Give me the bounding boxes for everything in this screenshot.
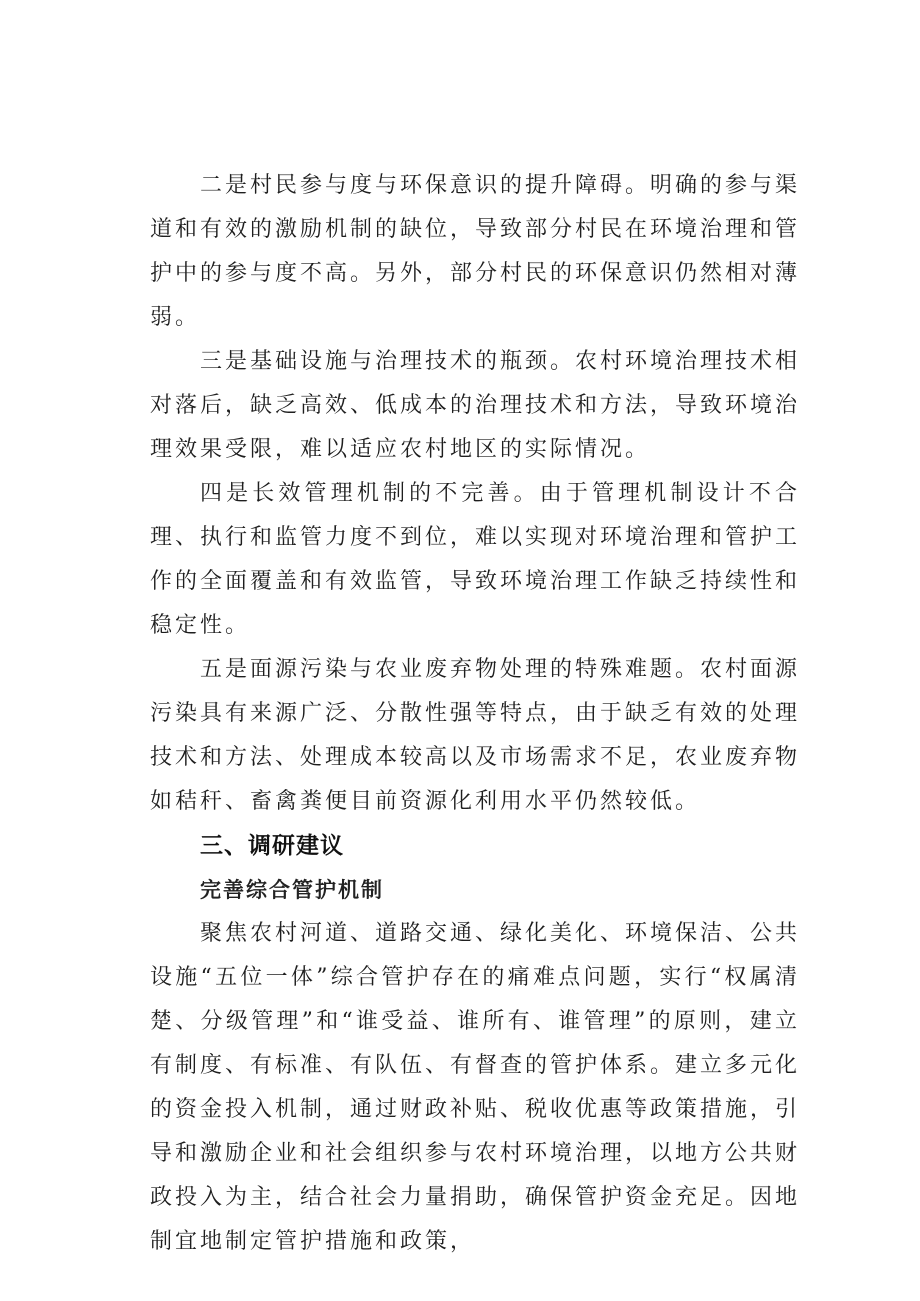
section-heading: 三、调研建议: [200, 833, 344, 859]
subsection-heading: 完善综合管护机制: [200, 878, 384, 902]
paragraph-pollution-waste: 五是面源污染与农业废弃物处理的特殊难题。农村面源污染具有来源广泛、分散性强等特点，由于缺乏有效的处理技术和方法、处理成本较高以及市场需求不足，农业废弃物如秸秆、畜禽粪便目前资源化利用水平仍然较低。: [150, 657, 801, 814]
document-body: [150, 164, 800, 1264]
paragraph-infrastructure-bottleneck: 三是基础设施与治理技术的瓶颈。农村环境治理技术相对落后，缺乏高效、低成本的治理技术和方法，导致环境治理效果受限，难以适应农村地区的实际情况。: [150, 349, 801, 462]
paragraph-management-mechanism: 四是长效管理机制的不完善。由于管理机制设计不合理、执行和监管力度不到位，难以实现对环境治理和管护工作的全面覆盖和有效监管，导致环境治理工作缺乏持续性和稳定性。: [150, 481, 801, 638]
paragraph-integrated-management: 聚焦农村河道、道路交通、绿化美化、环境保洁、公共设施“五位一体”综合管护存在的痛难点问题，实行“权属清楚、分级管理”和“谁受益、谁所有、谁管理”的原则，建立有制度、有标准、有队伍、有督查的管护体系。建立多元化的资金投入机制，通过财政补贴、税收优惠等政策措施，引导和激励企业和社会组织参与农村环境治理，以地方公共财政投入为主，结合社会力量捐助，确保管护资金充足。因地制宜地制定管护措施和政策，: [150, 921, 801, 1254]
paragraph-participation-barrier: 二是村民参与度与环保意识的提升障碍。明确的参与渠道和有效的激励机制的缺位，导致部分村民在环境治理和管护中的参与度不高。另外，部分村民的环保意识仍然相对薄弱。: [150, 173, 801, 330]
